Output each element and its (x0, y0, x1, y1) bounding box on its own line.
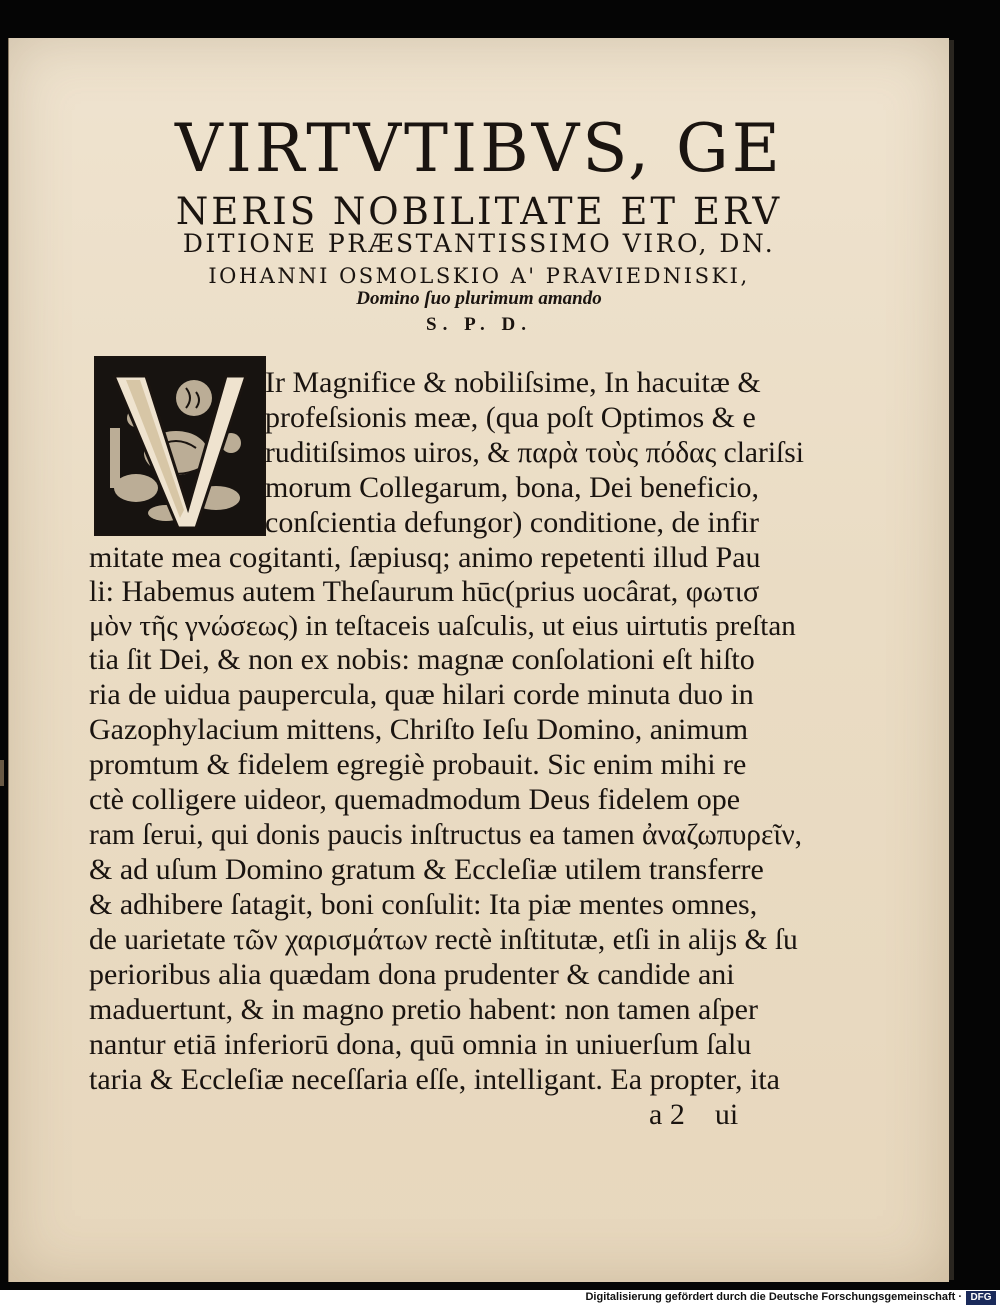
heading-line-3: DITIONE PRÆSTANTISSIMO VIRO, DN. (182, 229, 776, 258)
body-line: de uarietate τῶν χαρισμάτων rectè inſtitutæ, etſi in alijs & ſu (89, 924, 798, 956)
body-line: μὸν τῆς γνώσεως) in teſtaceis uaſculis, ut eius uirtutis preſtan (89, 610, 796, 642)
funding-note: Digitalisierung gefördert durch die Deutsche Forschungsgemeinschaft · (585, 1291, 962, 1303)
body-line: ctè colligere uideor, quemadmodum Deus fidelem ope (89, 783, 741, 816)
body-line: maduertunt, & in magno pretio habent: non tamen aſper (89, 993, 758, 1026)
page-tab (0, 760, 4, 786)
body-line: & ad uſum Domino gratum & Eccleſiæ utilem transferre (89, 853, 764, 886)
body-line: tia ſit Dei, & non ex nobis: magnæ conſolationi eſt hiſto (89, 643, 755, 676)
heading-line-1: VIRTVTIBVS, GE (175, 110, 783, 187)
body-line: promtum & fidelem egregiè probauit. Sic enim mihi re (89, 748, 747, 781)
footer-bar (0, 1290, 1000, 1307)
body-line: conſcientia defungor) conditione, de infir (265, 506, 759, 539)
body-line: Gazophylacium mittens, Chriſto Ieſu Domino, animum (89, 713, 749, 746)
body-line: ram ſerui, qui donis paucis inſtructus ea tamen ἀναζωπυρεῖν, (89, 819, 803, 851)
heading-line-4: IOHANNI OSMOLSKIO A' PRAVIEDNISKI, (208, 264, 750, 288)
body-line: & adhibere ſatagit, boni conſulit: Ita piæ mentes omnes, (89, 888, 758, 921)
decorated-initial-v-icon (94, 356, 266, 536)
body-line: profeſsionis meæ, (qua poſt Optimos & e (265, 401, 756, 434)
body-line: morum Collegarum, bona, Dei beneficio, (265, 471, 760, 504)
book-page (8, 38, 949, 1282)
body-line: taria & Eccleſiæ neceſſaria eſſe, intelligant. Ea propter, ita (89, 1063, 780, 1096)
catchword: a 2 ui (649, 1098, 739, 1131)
body-line: Ir Magnifice & nobiliſsime, In hacuitæ & (265, 366, 761, 399)
heading-line-6: S. P. D. (426, 314, 532, 335)
heading-line-5: Domino ſuo plurimum amando (356, 288, 602, 309)
body-line: ria de uidua paupercula, quæ hilari corde minuta duo in (89, 678, 754, 711)
body-line: ruditiſsimos uiros, & παρὰ τοὺς πόδας clariſsi (265, 437, 804, 469)
body-line: li: Habemus autem Theſaurum hūc(prius uocârat, φωτισ (89, 575, 760, 608)
dfg-logo-icon: DFG (966, 1291, 996, 1305)
body-line: perioribus alia quædam dona prudenter & candide ani (89, 958, 735, 991)
body-line: mitate mea cogitanti, ſæpiusq; animo repetenti illud Pau (89, 541, 761, 574)
body-line: nantur etiā inferiorū dona, quū omnia in uniuerſum ſalu (89, 1028, 752, 1061)
heading-line-2: NERIS NOBILITATE ET ERV (175, 190, 783, 233)
